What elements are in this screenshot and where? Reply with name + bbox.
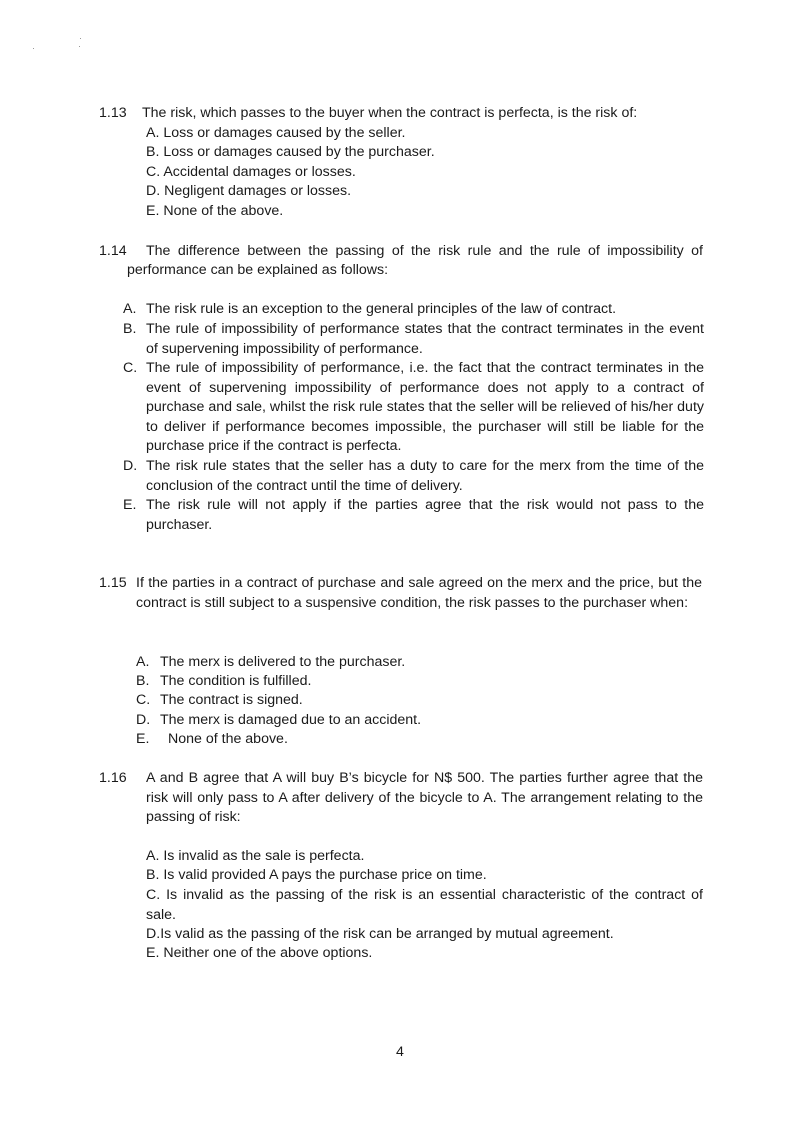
option-a: A. Is invalid as the sale is perfecta. [146,848,365,864]
option-b: B. Loss or damages caused by the purchaser. [146,144,435,160]
option-e: E. None of the above. [146,203,284,219]
option-letter: C. [123,360,138,376]
scan-speck [33,48,34,49]
option-e: The risk rule will not apply if the parties agree that the risk would not pass to the purchaser. [146,497,704,533]
option-letter: B. [136,673,150,689]
option-letter: A. [123,301,137,317]
question-number: 1.16 [99,770,127,786]
option-b: B. Is valid provided A pays the purchase price on time. [146,867,487,883]
scan-speck [80,38,81,39]
option-letter: C. [136,692,151,708]
option-d: The risk rule states that the seller has a duty to care for the merx from the time of the conclusion of the contract until the time of delivery. [146,458,704,494]
option-a: The merx is delivered to the purchaser. [160,654,406,670]
option-letter: E. [136,731,150,747]
option-d: D.Is valid as the passing of the risk can be arranged by mutual agreement. [146,926,614,942]
option-c: C. Accidental damages or losses. [146,164,356,180]
question-text: A and B agree that A will buy B’s bicycle for N$ 500. The parties further agree that the risk will only pass to A after delivery of the bicycle to A. The arrangement relating to the passing of risk: [146,770,703,825]
scan-speck [79,46,80,47]
option-d: The merx is damaged due to an accident. [160,712,422,728]
question-text-line-2: performance can be explained as follows: [127,262,389,278]
option-b: The condition is fulfilled. [160,673,312,689]
question-number: 1.13 [99,105,127,121]
option-a: A. Loss or damages caused by the seller. [146,125,406,141]
option-b: The rule of impossibility of performance states that the contract terminates in the event of supervening impossibility of performance. [146,321,704,357]
option-e: None of the above. [168,731,288,747]
option-letter: A. [136,654,150,670]
option-a: The risk rule is an exception to the general principles of the law of contract. [146,301,617,317]
option-letter: B. [123,321,137,337]
option-d: D. Negligent damages or losses. [146,183,352,199]
question-text: The risk, which passes to the buyer when the contract is perfecta, is the risk of: [142,105,638,121]
option-letter: D. [136,712,151,728]
question-text: If the parties in a contract of purchase and sale agreed on the merx and the price, but the contract is still subject to a suspensive condition, the risk passes to the purchaser when: [136,575,702,611]
option-c: C. Is invalid as the passing of the risk is an essential characteristic of the contract of sale. [146,887,703,923]
question-number: 1.15 [99,575,127,591]
option-c: The rule of impossibility of performance, i.e. the fact that the contract terminates in the event of supervening impossibility of performance does not apply to a contract of purchase and sale, whilst the risk rule states that the seller will be relieved of his/her duty to deliver if performance becomes impossible, the purchaser will still be liable for the purchase price if the contract is perfecta. [146,360,704,454]
option-letter: D. [123,458,138,474]
option-e: E. Neither one of the above options. [146,945,373,961]
question-text-line-1: The difference between the passing of the risk rule and the rule of impossibility of [146,243,703,259]
question-number: 1.14 [99,243,127,259]
page-number: 4 [396,1044,404,1060]
option-letter: E. [123,497,137,513]
option-c: The contract is signed. [160,692,303,708]
